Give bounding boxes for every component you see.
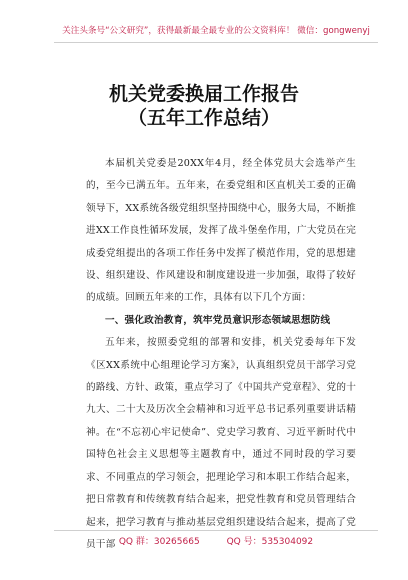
paragraph-intro: 本届机关党委是20XX年4月，经全体党员大会选举产生的，至今已满五年。五年来，在委党组和区直机关工委的正确领导下，XX系统各级党组织坚持围绕中心，服务大局，不断推进XX工作良性循环发展，发挥了战斗堡垒作用，广大党员在完成委党组提出的各项工作任务中发挥了模范作用，党的思想建设、组织建设、作风建设和制度建设进一步加强，取得了较好的成绩。回顾五年来的工作，具体有以下几个方面：	[86, 158, 356, 304]
section-heading: 一、强化政治教育，筑牢党员意识形态领域思想防线	[105, 314, 331, 326]
document-title: 机关党委换届工作报告	[108, 83, 299, 105]
paragraph-section-1: 五年来，按照委党组的部署和安排，机关党委每年下发《区XX系统中心组理论学习方案》，认真组织党员干部学习党的路线、方针、政策，重点学习了《中国共产党章程》、党的十九大、二十大及历次全会精神和习近平总书记系列重要讲话精神。在“不忘初心牢记使命”、党史学习教育、习近平新时代中国特色社会主义思想等主题教育中，通过不同时段的学习要求、不同重点的学习领会，把理论学习和本职工作结合起来，把日常教育和传统教育结合起来，把党性教育和党员管理结合起来，把学习教育与推动基层党组织建设结合起来，提高了党员干部	[86, 337, 356, 550]
page-header	[54, 24, 378, 43]
footer-qq-number: QQ 号：535304092	[226, 537, 314, 547]
document-subtitle: （五年工作总结）	[127, 107, 280, 129]
footer-qq-group: QQ 群：30265665	[118, 537, 200, 547]
header-promo-text: 关注头条号“公文研究”，获得最新最全最专业的公文资料库！ 微信：gongwenyj	[62, 26, 370, 36]
document-body	[86, 153, 356, 556]
page-footer	[54, 530, 378, 551]
